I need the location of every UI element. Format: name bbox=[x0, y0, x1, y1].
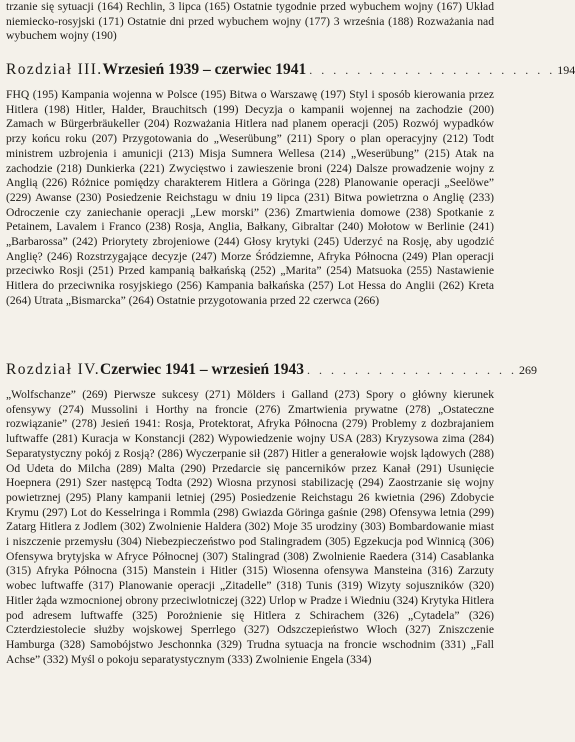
chapter-heading bbox=[6, 360, 538, 380]
chapter-label: Rozdział IV. bbox=[6, 361, 100, 378]
chapter-page-number: 269 bbox=[519, 363, 538, 377]
chapter-label: Rozdział III. bbox=[6, 61, 103, 78]
chapter-heading bbox=[6, 60, 575, 80]
chapter-topics-text: „Wolfschanze” (269) Pierwsze sukcesy (271) Mölders i Galland (273) Spory o główny kierunek ofensywy (274) Mussolini i Horthy na froncie (276) Zmartwienia prywatne (278) „Ostateczne rozwiązanie” (278) Jesień 1941: Rosja, Protektorat, Afryka Północna (279) Problemy z dozbrajaniem luftwaffe (281) Kuracja w Konstancji (282) Wypowiedzenie wojny USA (283) Kryzysowa zima (284) Separatystyczny pokój z Rosją? (286) Wyczerpanie sił (287) Hitler a generałowie wojsk lądowych (288) Od Udeta do Milcha (289) Malta (290) Przedarcie się pancerników przez Kanał (291) Usunięcie Hoepnera (291) Szer następcą Todta (292) Wiosna przynosi stabilizację (294) Zaostrzanie się wojny powietrznej (295) Plany kampanii letniej (295) Posiedzenie Reichstagu 26 kwietnia (296) Zdobycie Krymu (297) Lot do Kesselringa i Rommla (298) Gwiazda Göringa gaśnie (298) Ofensywa letnia (299) Zatarg Hitlera z Jodlem (302) Zwolnienie Haldera (302) Moje 35 urodziny (303) Bombardowanie miast i niszczenie przemysłu (304) Niebezpieczeństwo pod Stalingradem (305) Egzekucja pod Winnicą (306) Ofensywa brytyjska w Afryce Północnej (307) Stalingrad (308) Zwolnienie Raedera (314) Casablanka (315) Afryka Północna (315) Manstein i Hitler (315) Wiosenna ofensywa Mansteina (316) Zarzuty wobec luftwaffe (317) Planowanie operacji „Zitadelle” (318) Tunis (319) Wizyty sojuszników (320) Hitler żąda wzmocnionej obrony przeciwlotniczej (322) Urlop w Pradze i Wiedniu (324) Krytyka Hitlera pod adresem luftwaffe (325) Porożnienie się Hitlera z Schirachem (326) „Cytadela” (326) Czterdziestolecie służby wojskowej Sperrlego (327) Odszczepieństwo Włoch (327) Zniszczenie Hamburga (328) Samobójstwo Jeschonnka (329) Trudna sytuacja na froncie wschodnim (331) „Fall Achse” (332) Myśl o pokoju separatystycznym (333) Zwolnienie Engela (334) bbox=[6, 388, 494, 666]
chapter-page-number: 194 bbox=[557, 63, 575, 77]
chapter-3-section bbox=[6, 60, 575, 309]
chapter-4-section bbox=[6, 360, 538, 667]
chapter-topics-text: trzanie się sytuacji (164) Rechlin, 3 lipca (165) Ostatnie tygodnie przed wybuchem wojny (167) Układ niemiecko-rosyjski (171) Ostatnie dni przed wybuchem wojny (177) 3 września (188) Rozważania nad wybuchem wojny (190) bbox=[6, 0, 494, 43]
chapter-topics-text: FHQ (195) Kampania wojenna w Polsce (195) Bitwa o Warszawę (197) Styl i sposób kierowania przez Hitlera (198) Hitler, Halder, Brauchitsch (199) Decyzja o kampanii wojennej na zachodzie (200) Zamach w Bürgerbräukeller (204) Rozważania Hitlera nad planem operacji (205) Rozwój wypadków przy końcu roku (207) Przygotowania do „Weserübung” (211) Spory o plan operacyjny (212) Todt ministrem uzbrojenia i amunicji (213) Misja Sumnera Wellesa (214) „Weserübung” (215) Atak na zachodzie (218) Dunkierka (221) Zwycięstwo i zawieszenie broni (224) Dalsze prowadzenie wojny z Anglią (226) Różnice pomiędzy charakterem Hitlera a Göringa (228) Planowanie operacji „Seelöwe” (229) Awanse (230) Posiedzenie Reichstagu w dniu 19 lipca (231) Bitwa powietrzna o Anglię (233) Odroczenie czy zaniechanie operacji „Lew morski” (236) Zmartwienia domowe (238) Spotkanie z Petainem, Lavalem i Franco (238) Rosja, Anglia, Bałkany, Gibraltar (240) Mołotow w Berlinie (241) „Barbarossa” (242) Priorytety zbrojeniowe (244) Głosy krytyki (245) Uderzyć na Rosję, aby ugodzić Anglię? (246) Rozstrzygające decyzje (247) Morze Śródziemne, Afryka Północna (249) Plan operacji przeciwko Rosji (251) Przed kampanią bałkańską (252) „Marita” (254) Matsuoka (255) Nastawienie Hitlera do przeciwnika rosyjskiego (256) Kampania bałkańska (257) Lot Hessa do Anglii (262) Kreta (264) Utrata „Bismarcka” (264) Ostatnie przygotowania przed 22 czerwca (266) bbox=[6, 88, 494, 307]
leader-dots: . . . . . . . . . . . . . . . . . . bbox=[307, 363, 518, 377]
leader-dots: . . . . . . . . . . . . . . . . . . . . . bbox=[309, 63, 556, 77]
chapter-title: Czerwiec 1941 – wrzesień 1943 bbox=[100, 361, 305, 378]
chapter-title: Wrzesień 1939 – czerwiec 1941 bbox=[102, 61, 307, 78]
previous-chapter-continuation bbox=[6, 0, 494, 44]
